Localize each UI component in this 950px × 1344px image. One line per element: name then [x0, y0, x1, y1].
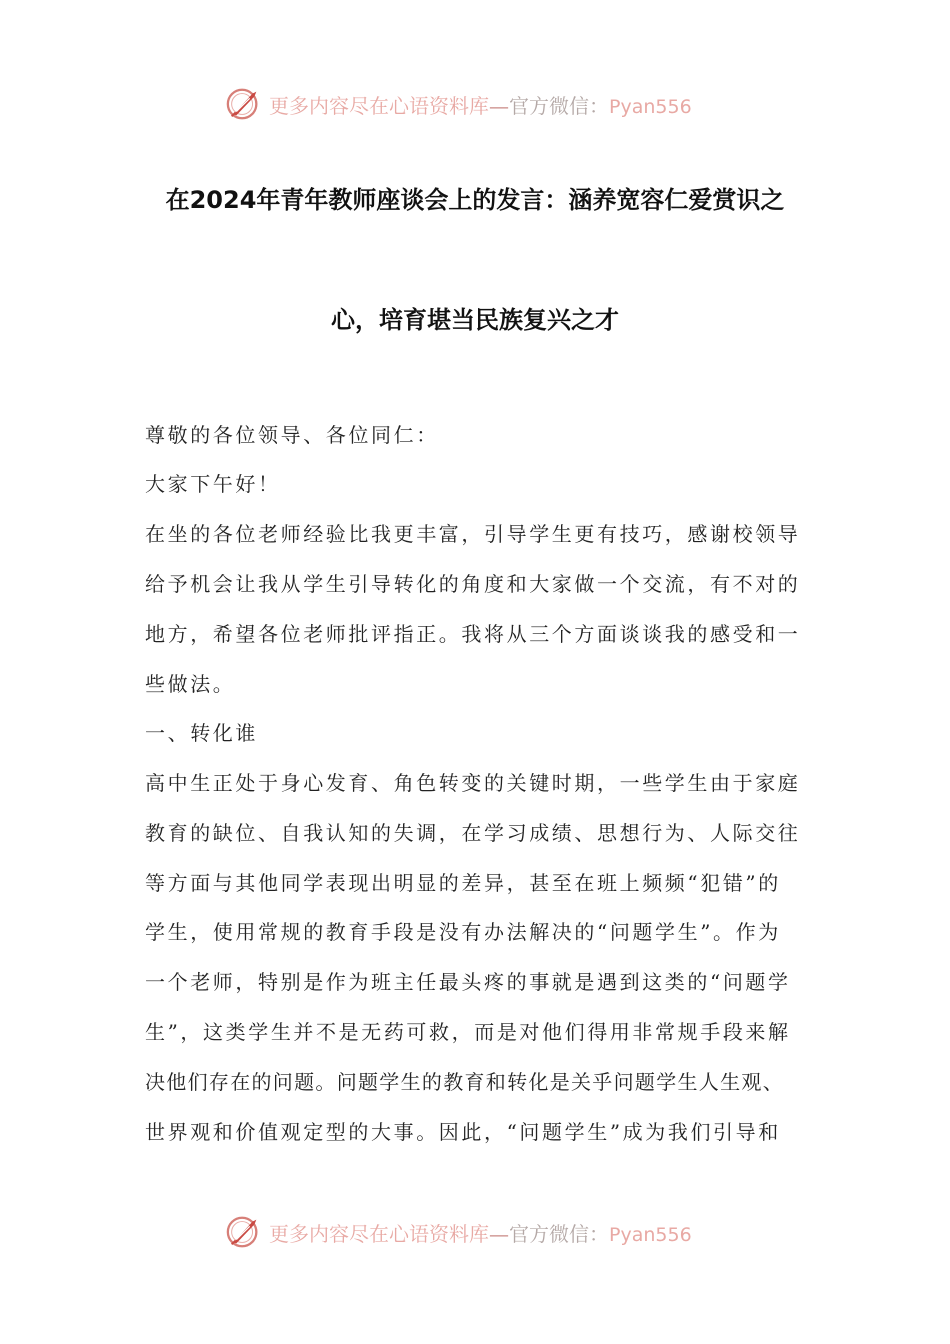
body-line: 高中生正处于身心发育、角色转变的关键时期，一些学生由于家庭 — [145, 771, 801, 795]
watermark-dash: — — [489, 93, 509, 118]
watermark-banner-bottom — [225, 1212, 745, 1252]
body-line: 等方面与其他同学表现出明显的差异，甚至在班上频频“犯错”的 — [145, 871, 781, 895]
watermark-slogan: 更多内容尽在心语资料库 — [269, 1221, 489, 1246]
salutation: 尊敬的各位领导、各位同仁： — [145, 423, 439, 447]
body-line: 学生，使用常规的教育手段是没有办法解决的“问题学生”。作为 — [145, 920, 781, 944]
watermark-banner-top — [225, 84, 745, 124]
watermark-slogan: 更多内容尽在心语资料库 — [269, 93, 489, 118]
quill-pen-seal-icon — [225, 1213, 263, 1251]
watermark-wechat-id: Pyan556 — [609, 1223, 692, 1246]
body-line: 生”，这类学生并不是无药可救，而是对他们得用非常规手段来解 — [145, 1020, 791, 1044]
watermark-official-label: 官方微信： — [509, 93, 609, 118]
body-line: 决他们存在的问题。问题学生的教育和转化是关乎问题学生人生观、 — [145, 1070, 784, 1094]
watermark-dash: — — [489, 1221, 509, 1246]
watermark-wechat-id: Pyan556 — [609, 95, 692, 118]
document-title-line-2: 心，培育堪当民族复兴之才 — [331, 306, 619, 334]
document-title-line-1: 在2024年青年教师座谈会上的发言：涵养宽容仁爱赏识之 — [165, 186, 785, 214]
quill-pen-seal-icon — [225, 85, 263, 123]
section-heading: 一、转化谁 — [145, 721, 258, 745]
body-line: 在坐的各位老师经验比我更丰富，引导学生更有技巧，感谢校领导 — [145, 522, 801, 546]
greeting: 大家下午好！ — [145, 472, 281, 496]
watermark-text — [269, 1218, 692, 1247]
body-line: 世界观和价值观定型的大事。因此，“问题学生”成为我们引导和 — [145, 1120, 781, 1144]
body-line: 些做法。 — [145, 672, 236, 696]
body-line: 给予机会让我从学生引导转化的角度和大家做一个交流，有不对的 — [145, 572, 801, 596]
watermark-official-label: 官方微信： — [509, 1221, 609, 1246]
watermark-text — [269, 90, 692, 119]
body-line: 一个老师，特别是作为班主任最头疼的事就是遇到这类的“问题学 — [145, 970, 791, 994]
body-line: 教育的缺位、自我认知的失调，在学习成绩、思想行为、人际交往 — [145, 821, 801, 845]
body-line: 地方，希望各位老师批评指正。我将从三个方面谈谈我的感受和一 — [145, 622, 801, 646]
